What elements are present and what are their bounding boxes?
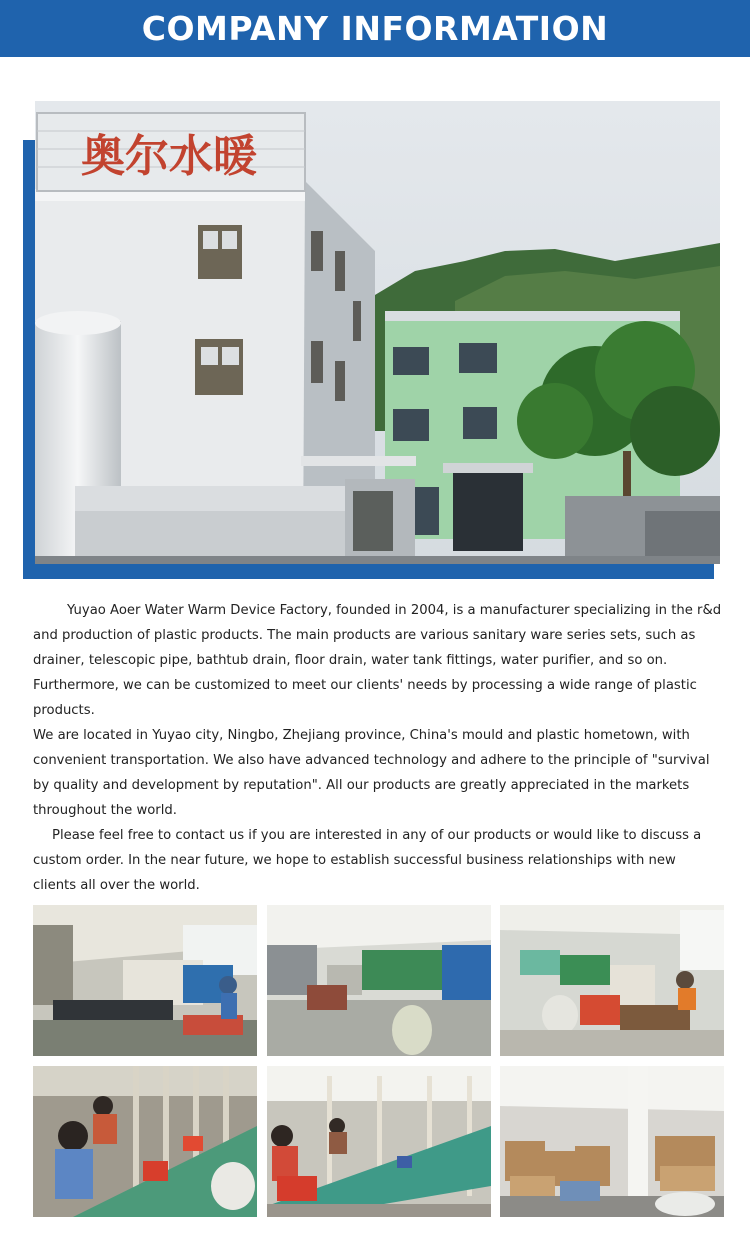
injection-workshop-photo-3 xyxy=(500,905,724,1056)
injection-workshop-photo-2 xyxy=(267,905,491,1056)
warehouse-photo xyxy=(500,1066,724,1217)
photo-accent-bar-left xyxy=(23,140,35,579)
injection-workshop-photo-1 xyxy=(33,905,257,1056)
intro-paragraph-2: We are located in Yuyao city, Ningbo, Zhejiang province, China's mould and plastic hometown, with convenient transportation. We also have advanced technology and adhere to the principle of "survival by quality and development by reputation". All our products are greatly appreciated in the markets throughout the world. xyxy=(33,728,710,818)
page-header xyxy=(0,0,750,57)
page-title: COMPANY INFORMATION xyxy=(141,9,609,48)
intro-paragraph-3: Please feel free to contact us if you are interested in any of our products or would like to discuss a custom order. In the near future, we hope to establish successful business relationships with new clients all over the world. xyxy=(33,828,702,893)
assembly-line-photo-1 xyxy=(33,1066,257,1217)
factory-building-photo xyxy=(35,101,720,564)
company-description xyxy=(33,598,723,898)
factory-photo-gallery xyxy=(33,905,724,1217)
assembly-line-photo-2 xyxy=(267,1066,491,1217)
factory-sign-text: 奥尔水暖 xyxy=(81,131,257,182)
photo-accent-bar-bottom xyxy=(23,564,714,579)
intro-paragraph-1: Yuyao Aoer Water Warm Device Factory, founded in 2004, is a manufacturer specializing in the r&d and production of plastic products. The main products are various sanitary ware series sets, such as drainer, telescopic pipe, bathtub drain, floor drain, water tank fittings, water purifier, and so on. Furthermore, we can be customized to meet our clients' needs by processing a wide range of plastic products. xyxy=(33,603,722,718)
